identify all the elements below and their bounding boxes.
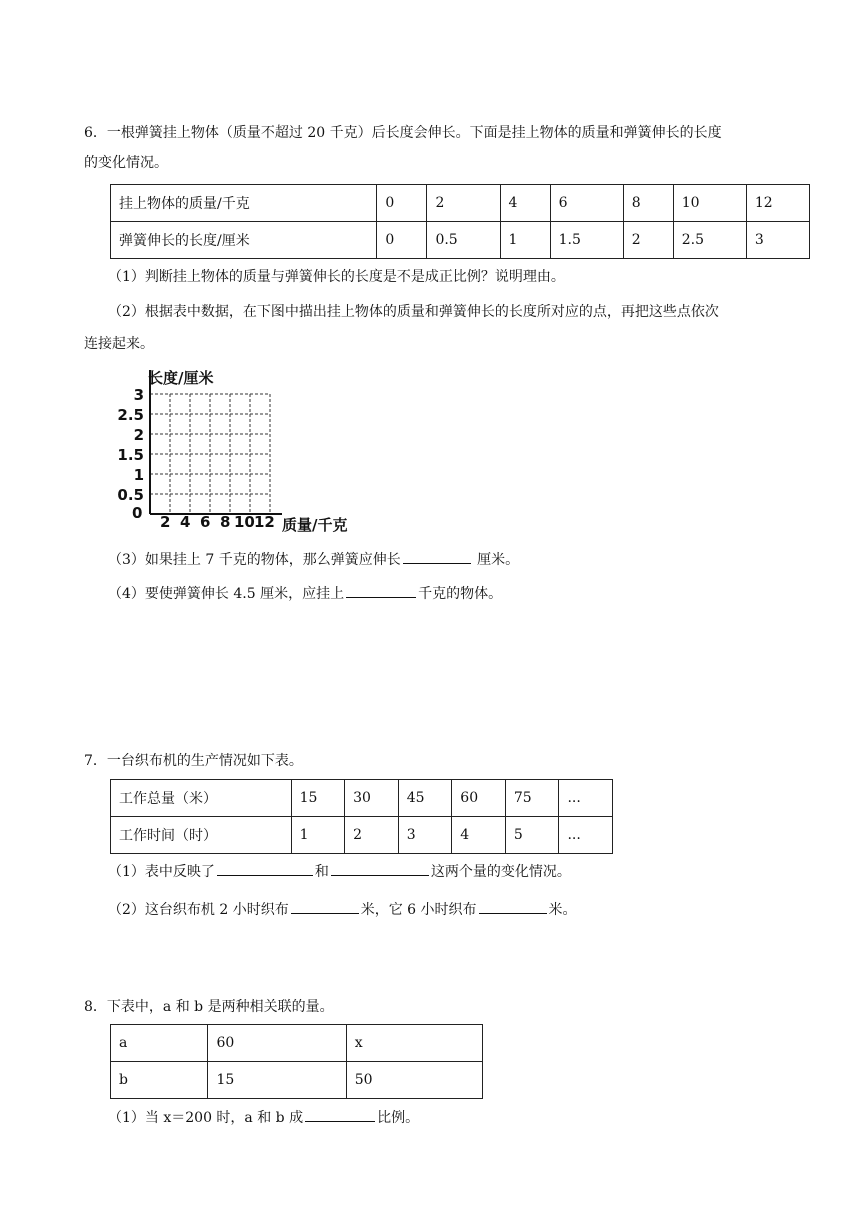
table-cell: x (346, 1025, 482, 1062)
q6-stem-line1: 6．一根弹簧挂上物体（质量不超过 20 千克）后长度会伸长。下面是挂上物体的质量和弹簧伸长的长度 (84, 125, 722, 141)
q7-sub1-text: （1）表中反映了 (108, 864, 215, 880)
table-cell: 挂上物体的质量/千克 (111, 185, 377, 222)
answer-blank[interactable] (346, 583, 416, 598)
y-tick-label: 2 (133, 426, 144, 444)
table-cell: 15 (208, 1062, 346, 1099)
q7-sub2-mid: 米，它 6 小时织布 (360, 902, 477, 918)
q7-stem: 7．一台织布机的生产情况如下表。 (84, 753, 303, 769)
grid-svg (112, 362, 372, 537)
table-cell: 3 (746, 222, 809, 259)
q6-sub2-line1: （2）根据表中数据，在下图中描出挂上物体的质量和弹簧伸长的长度所对应的点，再把这些点依次 (108, 304, 719, 320)
q6-sub4-unit: 千克的物体。 (418, 586, 503, 602)
q8-sub1 (108, 1107, 419, 1128)
table-cell: 60 (208, 1025, 346, 1062)
table-row (111, 1062, 483, 1099)
y-axis-label: 长度/厘米 (148, 369, 214, 387)
table-cell: 弹簧伸长的长度/厘米 (111, 222, 377, 259)
table-cell: 4 (452, 817, 506, 854)
table-cell: 5 (505, 817, 559, 854)
y-tick-label: 1.5 (117, 446, 144, 464)
table-cell: 2 (345, 817, 399, 854)
y-tick-label: 2.5 (117, 406, 144, 424)
table-cell: ... (559, 780, 613, 817)
table-row (111, 185, 810, 222)
table-cell: ... (559, 817, 613, 854)
answer-blank[interactable] (479, 899, 547, 914)
table-cell: 50 (346, 1062, 482, 1099)
x-tick-label: 6 (200, 513, 211, 531)
y-tick-label: 1 (133, 466, 144, 484)
q8-sub1-tail: 比例。 (377, 1110, 420, 1126)
table-cell: 工作时间（时） (111, 817, 292, 854)
q6-sub4 (108, 583, 502, 604)
q7-sub1-and: 和 (314, 864, 329, 880)
table-row (111, 817, 613, 854)
table-cell: 工作总量（米） (111, 780, 292, 817)
table-row (111, 222, 810, 259)
y-tick-label: 0.5 (117, 486, 144, 504)
q6-sub4-text: （4）要使弹簧伸长 4.5 厘米，应挂上 (108, 586, 345, 602)
table-cell: 60 (452, 780, 506, 817)
q8-stem: 8．下表中，a 和 b 是两种相关联的量。 (84, 999, 334, 1015)
table-cell: 4 (500, 185, 550, 222)
table-cell: 1 (500, 222, 550, 259)
q7-sub2-tail: 米。 (548, 902, 577, 918)
x-tick-label: 2 (160, 513, 171, 531)
table-cell: b (111, 1062, 208, 1099)
q7-sub1 (108, 861, 571, 882)
answer-blank[interactable] (403, 549, 471, 564)
table-cell: 30 (345, 780, 399, 817)
table-cell: 3 (398, 817, 452, 854)
table-row (111, 780, 613, 817)
origin-label: 0 (132, 504, 143, 522)
table-cell: 0 (377, 185, 427, 222)
q6-sub1: （1）判断挂上物体的质量与弹簧伸长的长度是不是成正比例？说明理由。 (108, 269, 565, 285)
q8-sub1-text: （1）当 x＝200 时，a 和 b 成 (108, 1110, 304, 1126)
table-cell: 15 (291, 780, 345, 817)
table-cell: 75 (505, 780, 559, 817)
table-cell: 6 (550, 185, 623, 222)
q7-sub1-tail: 这两个量的变化情况。 (430, 864, 571, 880)
table-cell: 45 (398, 780, 452, 817)
q6-sub3-unit: 厘米。 (472, 552, 520, 568)
q6-sub3-text: （3）如果挂上 7 千克的物体，那么弹簧应伸长 (108, 552, 401, 568)
x-axis-label: 质量/千克 (282, 516, 348, 534)
table-row (111, 1025, 483, 1062)
table-cell: 2.5 (673, 222, 746, 259)
q6-table (110, 184, 810, 259)
table-cell: 1.5 (550, 222, 623, 259)
x-tick-label: 12 (254, 513, 275, 531)
q6-sub2-line2: 连接起来。 (84, 336, 154, 352)
q7-sub2-text: （2）这台织布机 2 小时织布 (108, 902, 289, 918)
answer-blank[interactable] (331, 861, 429, 876)
q6-stem-line2: 的变化情况。 (84, 155, 168, 171)
table-cell: 12 (746, 185, 809, 222)
table-cell: 10 (673, 185, 746, 222)
table-cell: 1 (291, 817, 345, 854)
q6-grid-chart (112, 362, 372, 537)
answer-blank[interactable] (217, 861, 313, 876)
table-cell: 0 (377, 222, 427, 259)
table-cell: 2 (623, 222, 673, 259)
q6-sub3 (108, 549, 519, 570)
q7-sub2 (108, 899, 577, 920)
y-tick-label: 3 (133, 386, 144, 404)
table-cell: a (111, 1025, 208, 1062)
answer-blank[interactable] (305, 1107, 375, 1122)
answer-blank[interactable] (291, 899, 359, 914)
x-tick-label: 10 (234, 513, 255, 531)
table-cell: 2 (427, 185, 500, 222)
table-cell: 8 (623, 185, 673, 222)
table-cell: 0.5 (427, 222, 500, 259)
q7-table (110, 779, 613, 854)
x-tick-label: 8 (220, 513, 231, 531)
x-tick-label: 4 (180, 513, 191, 531)
q8-table (110, 1024, 483, 1099)
